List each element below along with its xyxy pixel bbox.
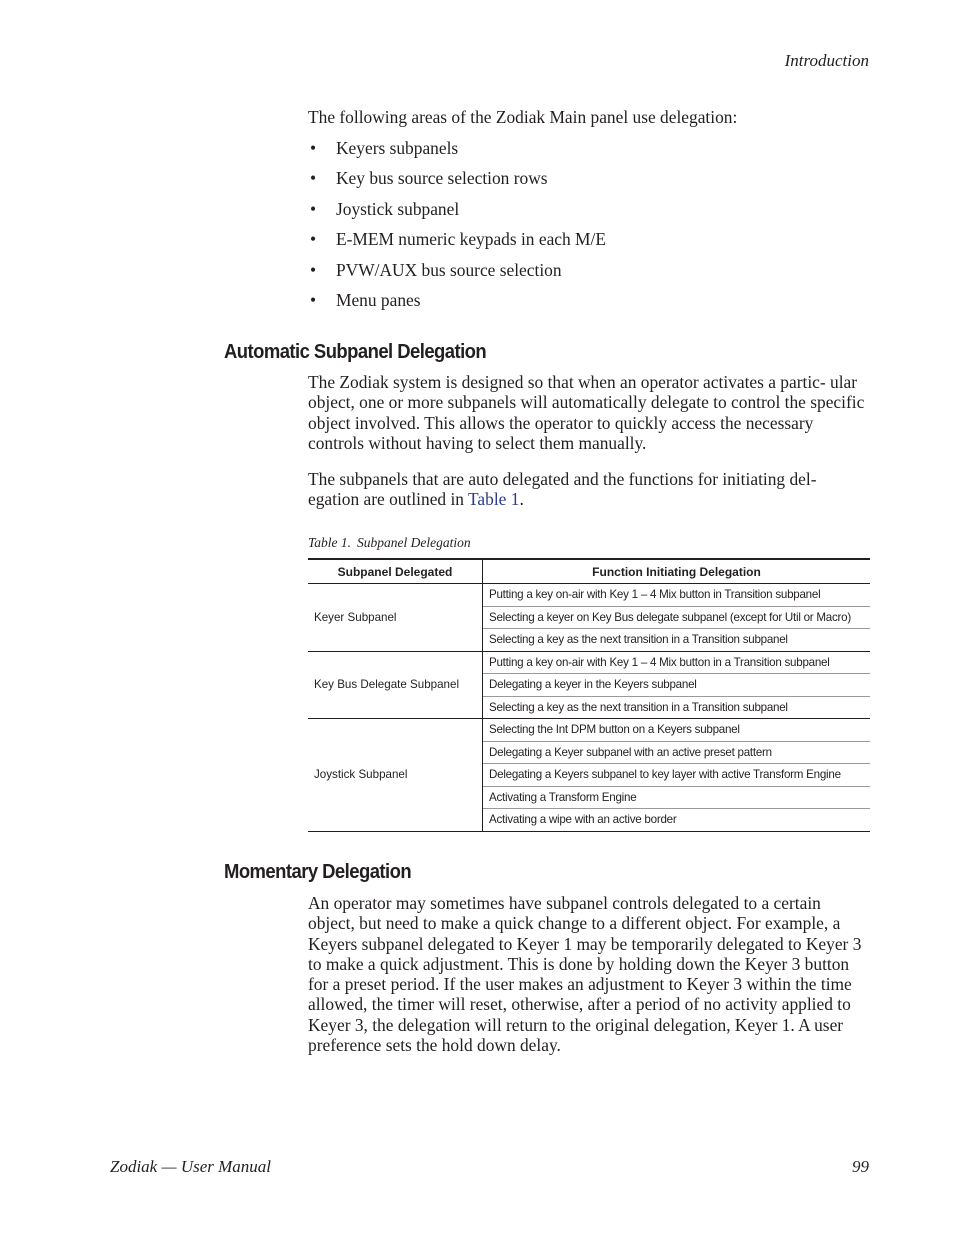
function-cell: Delegating a Keyers subpanel to key layer with active Transform Engine (483, 764, 871, 787)
function-cell: Delegating a keyer in the Keyers subpanel (483, 674, 871, 697)
momentary-delegation-paragraph: An operator may sometimes have subpanel controls delegated to a certain object, but need to make a quick change to a different object. For example, a Keyers subpanel delegated to Keyer 1 may be temporarily delegated to Keyer 3 to make a quick adjustment. This is done by holding down the Keyer 3 button for a preset period. If the user makes an adjustment to Keyer 3 within the time allowed, the timer will reset, otherwise, after a period of no activity applied to Keyer 3, the delegation will return to the original delegation, Keyer 1. A user preference sets the hold down delay. (308, 893, 862, 1056)
list-item: • Keyers subpanels (310, 138, 459, 158)
function-cell: Delegating a Keyer subpanel with an active preset pattern (483, 741, 871, 764)
bullet-icon: • (310, 198, 317, 219)
column-header-function: Function Initiating Delegation (483, 559, 871, 584)
list-item: • E-MEM numeric keypads in each M/E (310, 229, 606, 250)
running-header: Introduction (784, 51, 869, 70)
function-cell: Activating a wipe with an active border (483, 809, 871, 832)
list-item: • Key bus source selection rows (310, 168, 548, 189)
subpanel-cell: Keyer Subpanel (308, 584, 483, 652)
table-1-link[interactable]: Table 1 (468, 489, 520, 510)
footer-page-number: 99 (852, 1157, 869, 1176)
subpanel-cell: Joystick Subpanel (308, 719, 483, 832)
function-cell: Selecting a keyer on Key Bus delegate subpanel (except for Util or Macro) (483, 606, 871, 629)
table-row (308, 584, 870, 607)
bullet-icon: • (310, 168, 317, 189)
list-item: • Menu panes (310, 289, 421, 310)
footer-manual-title: Zodiak — User Manual (110, 1157, 272, 1176)
table-row (308, 719, 870, 742)
column-header-subpanel: Subpanel Delegated (308, 559, 483, 584)
bullet-icon: • (310, 138, 317, 158)
intro-paragraph: The following areas of the Zodiak Main panel use delegation: (308, 107, 738, 127)
list-item: • PVW/AUX bus source selection (310, 259, 562, 280)
list-item: • Joystick subpanel (310, 198, 460, 219)
bullet-icon: • (310, 229, 317, 250)
bullet-icon: • (310, 289, 317, 310)
table-caption-number: Table 1. (308, 535, 352, 550)
table-row (308, 651, 870, 674)
section-heading-momentary-delegation: Momentary Delegation (224, 860, 412, 883)
table-header-row (308, 559, 870, 584)
table-caption (308, 535, 471, 551)
table-caption-title: Subpanel Delegation (357, 535, 471, 550)
function-cell: Putting a key on-air with Key 1 – 4 Mix button in Transition subpanel (483, 584, 871, 607)
section-heading-automatic-delegation: Automatic Subpanel Delegation (224, 340, 487, 363)
function-cell: Putting a key on-air with Key 1 – 4 Mix button in a Transition subpanel (483, 651, 871, 674)
function-cell: Activating a Transform Engine (483, 786, 871, 809)
function-cell: Selecting a key as the next transition in a Transition subpanel (483, 629, 871, 652)
delegation-areas-list (308, 138, 606, 320)
function-cell: Selecting a key as the next transition in a Transition subpanel (483, 696, 871, 719)
subpanel-delegation-table (308, 558, 870, 832)
automatic-delegation-paragraph: The Zodiak system is designed so that when an operator activates a partic- ular object, one or more subpanels will automatically delegate to control the specific object involved. This allows the operator to quickly access the necessary controls without having to select them manually. (308, 372, 865, 453)
subpanel-cell: Key Bus Delegate Subpanel (308, 651, 483, 719)
function-cell: Selecting the Int DPM button on a Keyers subpanel (483, 719, 871, 742)
table-reference-paragraph: The subpanels that are auto delegated and the functions for initiating del- egation are outlined in Table 1. (308, 469, 817, 510)
bullet-icon: • (310, 259, 317, 280)
